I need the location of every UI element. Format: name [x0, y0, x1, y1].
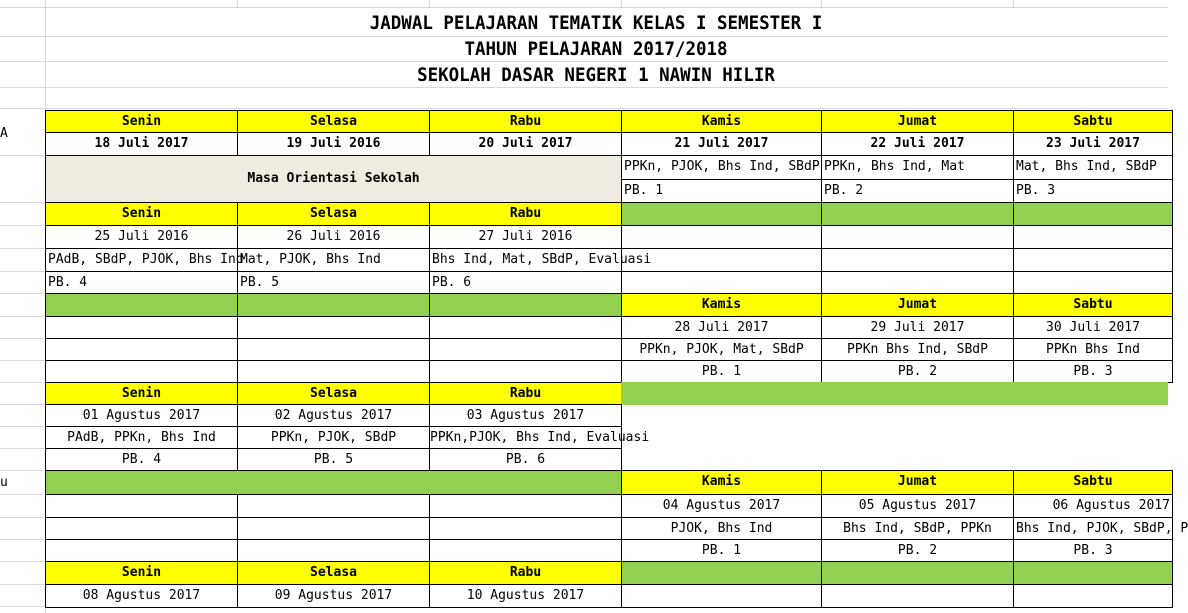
- empty-cell[interactable]: [237, 316, 430, 339]
- side-label: A: [0, 126, 8, 141]
- gridline: [0, 271, 46, 272]
- gridline: [0, 61, 1168, 62]
- day-header[interactable]: Selasa: [237, 202, 430, 226]
- empty-cell[interactable]: [621, 271, 822, 294]
- subject-cell[interactable]: Mat, PJOK, Bhs Ind: [237, 248, 430, 272]
- day-header[interactable]: Sabtu: [1013, 110, 1173, 133]
- empty-cell[interactable]: [429, 517, 622, 540]
- gridline: [0, 470, 46, 471]
- pb-cell[interactable]: PB. 4: [45, 448, 238, 471]
- empty-cell[interactable]: [621, 225, 822, 249]
- empty-cell[interactable]: [1013, 271, 1173, 294]
- empty-cell[interactable]: [1013, 584, 1173, 608]
- gridline: [0, 360, 46, 361]
- empty-cell[interactable]: [237, 494, 430, 518]
- school-name-title: SEKOLAH DASAR NEGERI 1 NAWIN HILIR: [417, 64, 775, 86]
- date-cell[interactable]: 20 Juli 2017: [429, 132, 622, 156]
- day-header[interactable]: Jumat: [821, 110, 1014, 133]
- gridline: [0, 382, 46, 383]
- empty-cell[interactable]: [429, 338, 622, 361]
- pb-cell[interactable]: PB. 2: [821, 360, 1014, 383]
- gridline: [0, 225, 46, 226]
- pb-cell[interactable]: PB. 2: [821, 179, 1014, 203]
- subject-cell[interactable]: PPKn,PJOK, Bhs Ind, Evaluasi: [429, 426, 622, 449]
- gridline: [0, 426, 46, 427]
- day-header[interactable]: Senin: [45, 382, 238, 405]
- empty-cell[interactable]: [821, 225, 1014, 249]
- gridline: [237, 0, 238, 8]
- date-cell[interactable]: 22 Juli 2017: [821, 132, 1014, 156]
- empty-cell[interactable]: [821, 584, 1014, 608]
- empty-cell[interactable]: [45, 338, 238, 361]
- pb-cell[interactable]: PB. 3: [1013, 539, 1173, 562]
- pb-cell[interactable]: PB. 2: [821, 539, 1014, 562]
- empty-cell[interactable]: [45, 360, 238, 383]
- empty-cell[interactable]: [237, 517, 430, 540]
- subject-cell[interactable]: PPKn Bhs Ind, SBdP: [821, 338, 1014, 361]
- gridline: [0, 561, 46, 562]
- subject-cell[interactable]: PJOK, Bhs Ind: [621, 517, 822, 540]
- date-cell[interactable]: 26 Juli 2016: [237, 225, 430, 249]
- day-header[interactable]: Selasa: [237, 561, 430, 585]
- green-spacer: [45, 470, 622, 495]
- subject-cell[interactable]: PPKn, PJOK, Mat, SBdP: [621, 338, 822, 361]
- day-header[interactable]: Kamis: [621, 293, 822, 317]
- subject-cell[interactable]: PPKn, PJOK, Bhs Ind, SBdP: [621, 155, 822, 180]
- green-spacer: [45, 293, 238, 317]
- school-year-title: TAHUN PELAJARAN 2017/2018: [464, 38, 728, 60]
- empty-cell[interactable]: [429, 539, 622, 562]
- empty-cell[interactable]: [45, 316, 238, 339]
- subject-cell[interactable]: Bhs Ind, SBdP, PPKn: [821, 517, 1014, 540]
- column-header-strip: [0, 0, 1168, 8]
- pb-cell[interactable]: PB. 4: [45, 271, 238, 294]
- empty-cell[interactable]: [237, 360, 430, 383]
- date-cell[interactable]: 25 Juli 2016: [45, 225, 238, 249]
- subject-cell[interactable]: Bhs Ind, PJOK, SBdP, P: [1013, 517, 1173, 540]
- date-cell[interactable]: 10 Agustus 2017: [429, 584, 622, 608]
- date-cell[interactable]: 09 Agustus 2017: [237, 584, 430, 608]
- subject-cell[interactable]: PAdB, SBdP, PJOK, Bhs Ind: [45, 248, 238, 272]
- date-cell[interactable]: 01 Agustus 2017: [45, 404, 238, 427]
- green-spacer: [821, 202, 1014, 226]
- gridline: [821, 0, 822, 8]
- green-spacer: [237, 293, 430, 317]
- day-header[interactable]: Rabu: [429, 382, 622, 405]
- gridline: [429, 0, 430, 8]
- gridline: [0, 539, 46, 540]
- subject-cell[interactable]: PAdB, PPKn, Bhs Ind: [45, 426, 238, 449]
- day-header[interactable]: Senin: [45, 202, 238, 226]
- subject-cell[interactable]: PPKn, PJOK, SBdP: [237, 426, 430, 449]
- gridline: [0, 248, 46, 249]
- empty-cell[interactable]: [821, 271, 1014, 294]
- date-cell[interactable]: 08 Agustus 2017: [45, 584, 238, 608]
- date-cell[interactable]: 02 Agustus 2017: [237, 404, 430, 427]
- date-cell[interactable]: 23 Juli 2017: [1013, 132, 1173, 156]
- day-header[interactable]: Kamis: [621, 470, 822, 495]
- day-header[interactable]: Rabu: [429, 561, 622, 585]
- green-spacer: [1013, 202, 1173, 226]
- empty-cell[interactable]: [1013, 225, 1173, 249]
- green-spacer: [1013, 561, 1173, 585]
- day-header[interactable]: Kamis: [621, 110, 822, 133]
- empty-cell[interactable]: [429, 316, 622, 339]
- pb-cell[interactable]: PB. 1: [621, 539, 822, 562]
- date-cell[interactable]: 28 Juli 2017: [621, 316, 822, 339]
- date-cell[interactable]: 03 Agustus 2017: [429, 404, 622, 427]
- date-cell[interactable]: 04 Agustus 2017: [621, 494, 822, 518]
- empty-cell[interactable]: [429, 494, 622, 518]
- day-header[interactable]: Selasa: [237, 382, 430, 405]
- day-header[interactable]: Senin: [45, 561, 238, 585]
- orientation-cell[interactable]: Masa Orientasi Sekolah: [45, 155, 622, 203]
- pb-cell[interactable]: PB. 5: [237, 271, 430, 294]
- green-spacer: [821, 561, 1014, 585]
- day-header[interactable]: Jumat: [821, 470, 1014, 495]
- pb-cell[interactable]: PB. 6: [429, 448, 622, 471]
- day-header[interactable]: Rabu: [429, 202, 622, 226]
- day-header[interactable]: Jumat: [821, 293, 1014, 317]
- date-cell[interactable]: 29 Juli 2017: [821, 316, 1014, 339]
- empty-cell[interactable]: [237, 338, 430, 361]
- gridline: [0, 404, 46, 405]
- date-cell[interactable]: 21 Juli 2017: [621, 132, 822, 156]
- gridline: [0, 316, 46, 317]
- day-header[interactable]: Selasa: [237, 110, 430, 133]
- pb-cell[interactable]: PB. 1: [621, 360, 822, 383]
- empty-cell[interactable]: [237, 539, 430, 562]
- schedule-title: JADWAL PELAJARAN TEMATIK KELAS I SEMESTER I: [369, 12, 823, 34]
- day-header[interactable]: Senin: [45, 110, 238, 133]
- empty-cell[interactable]: [821, 248, 1014, 272]
- gridline: [0, 87, 1168, 88]
- gridline: [0, 108, 1168, 109]
- side-label: u: [0, 475, 8, 490]
- gridline: [0, 584, 46, 585]
- subject-cell[interactable]: Bhs Ind, Mat, SBdP, Evaluasi: [429, 248, 622, 272]
- pb-cell[interactable]: PB. 3: [1013, 179, 1173, 203]
- gridline: [0, 494, 46, 495]
- subject-cell[interactable]: PPKn, Bhs Ind, Mat: [821, 155, 1014, 180]
- date-cell[interactable]: 05 Agustus 2017: [821, 494, 1014, 518]
- date-cell[interactable]: 27 Juli 2016: [429, 225, 622, 249]
- gridline: [621, 0, 622, 8]
- empty-cell[interactable]: [45, 539, 238, 562]
- gridline: [0, 606, 46, 607]
- date-cell[interactable]: 06 Agustus 2017: [1013, 494, 1173, 518]
- gridline: [0, 36, 1168, 37]
- empty-cell[interactable]: [621, 248, 822, 272]
- date-cell[interactable]: 30 Juli 2017: [1013, 316, 1173, 339]
- pb-cell[interactable]: PB. 5: [237, 448, 430, 471]
- day-header[interactable]: Rabu: [429, 110, 622, 133]
- green-spacer: [621, 202, 822, 226]
- empty-cell[interactable]: [621, 584, 822, 608]
- pb-cell[interactable]: PB. 1: [621, 179, 822, 203]
- date-cell[interactable]: 18 Juli 2017: [45, 132, 238, 156]
- subject-cell[interactable]: Mat, Bhs Ind, SBdP: [1013, 155, 1173, 180]
- gridline: [0, 155, 46, 156]
- empty-cell[interactable]: [45, 517, 238, 540]
- green-spacer: [621, 561, 822, 585]
- gridline: [0, 293, 46, 294]
- pb-cell[interactable]: PB. 3: [1013, 360, 1173, 383]
- gridline: [0, 202, 46, 203]
- gridline: [0, 517, 46, 518]
- subject-cell[interactable]: PPKn Bhs Ind: [1013, 338, 1173, 361]
- date-cell[interactable]: 19 Juli 2016: [237, 132, 430, 156]
- gridline: [0, 448, 46, 449]
- pb-cell[interactable]: PB. 6: [429, 271, 622, 294]
- empty-cell[interactable]: [1013, 248, 1173, 272]
- empty-cell[interactable]: [45, 494, 238, 518]
- green-spacer: [429, 293, 622, 317]
- green-spacer: [621, 382, 1168, 405]
- gridline: [1013, 0, 1014, 8]
- day-header[interactable]: Sabtu: [1013, 293, 1173, 317]
- day-header[interactable]: Sabtu: [1013, 470, 1173, 495]
- empty-cell[interactable]: [429, 360, 622, 383]
- gridline: [0, 338, 46, 339]
